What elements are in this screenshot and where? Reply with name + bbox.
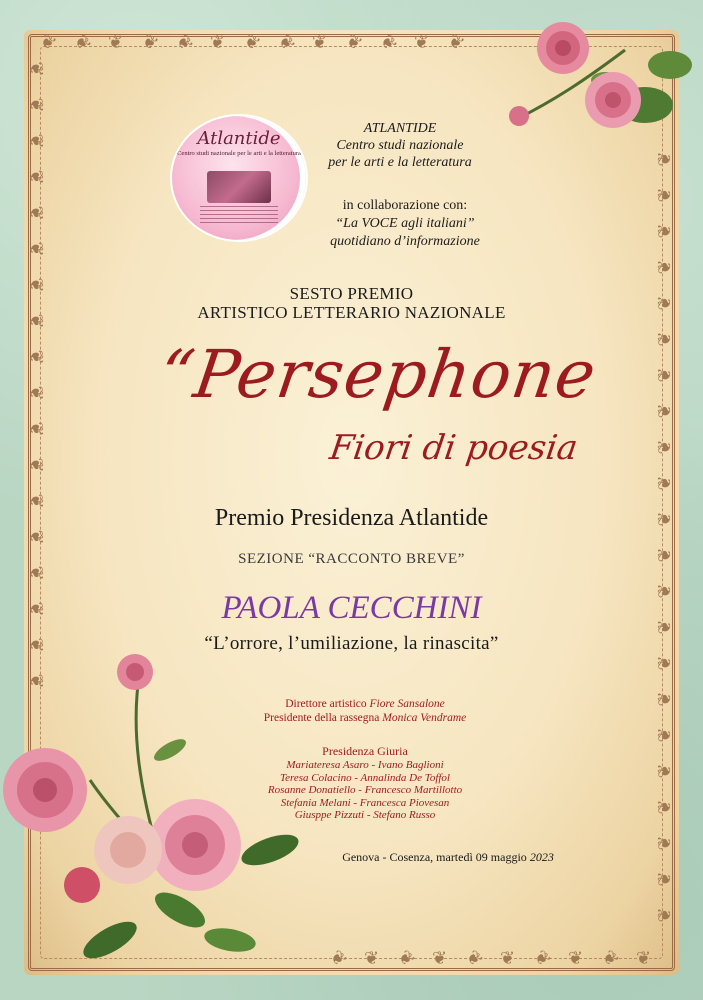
organizer-line1: Centro studi nazionale bbox=[336, 138, 464, 153]
ivy-leaf-icon: ❦ bbox=[25, 205, 47, 221]
ivy-leaf-icon: ❦ bbox=[654, 259, 676, 275]
ivy-leaf-icon: ❦ bbox=[325, 946, 351, 972]
ivy-leaf-icon: ❦ bbox=[25, 637, 47, 653]
ivy-leaf-icon: ❦ bbox=[210, 32, 226, 53]
ivy-leaf-icon: ❦ bbox=[654, 871, 676, 887]
ivy-leaf-icon: ❦ bbox=[654, 547, 676, 563]
year: 2023 bbox=[529, 850, 554, 864]
ivy-leaf-icon: ❦ bbox=[364, 948, 380, 969]
ivy-leaf-icon: ❦ bbox=[312, 32, 328, 53]
jury-member-line: Stefania Melani - Francesca Piovesan bbox=[280, 796, 450, 809]
award-type: ARTISTICO LETTERARIO NAZIONALE bbox=[197, 303, 506, 322]
president-name: Monica Vendrame bbox=[382, 712, 467, 724]
logo-small-text-icon bbox=[200, 206, 278, 224]
ivy-leaf-icon: ❦ bbox=[36, 29, 60, 56]
jury-member-line: Rosanne Donatiello - Francesco Martillotto bbox=[267, 784, 463, 796]
president-line bbox=[210, 711, 520, 725]
ivy-leaf-icon: ❦ bbox=[108, 32, 124, 53]
ivy-leaf-icon: ❦ bbox=[69, 30, 95, 55]
ivy-leaf-icon: ❦ bbox=[444, 29, 468, 56]
ivy-leaf-icon: ❦ bbox=[654, 367, 676, 383]
ivy-leaf-icon: ❦ bbox=[393, 946, 419, 972]
organizer-block bbox=[300, 120, 500, 171]
place-date-text: Genova - Cosenza, martedì 09 maggio bbox=[342, 850, 527, 864]
ivy-leaf-icon: ❦ bbox=[568, 948, 584, 969]
ivy-leaf-icon: ❦ bbox=[25, 241, 47, 257]
partner-description: quotidiano d’informazione bbox=[330, 234, 480, 249]
place-date bbox=[318, 850, 578, 865]
ivy-leaf-icon: ❦ bbox=[654, 511, 676, 527]
ivy-leaf-icon: ❦ bbox=[654, 583, 676, 599]
ivy-leaf-icon: ❦ bbox=[25, 529, 47, 545]
ivy-leaf-icon: ❦ bbox=[25, 277, 47, 293]
jury-member-line: Teresa Colacino - Annalinda De Toffol bbox=[279, 771, 450, 784]
ivy-leaf-icon: ❦ bbox=[654, 187, 676, 203]
ivy-leaf-icon: ❦ bbox=[375, 30, 401, 55]
ivy-leaf-icon: ❦ bbox=[654, 691, 676, 707]
ivy-leaf-icon: ❦ bbox=[25, 349, 47, 365]
roses-top-right-icon bbox=[495, 10, 695, 160]
collaboration-block bbox=[300, 197, 510, 251]
logo-emblem-icon bbox=[207, 171, 271, 203]
logo-subtitle: Centro studi nazionale per le arti e la letteratura bbox=[177, 150, 301, 157]
organizer-line2: per le arti e la letteratura bbox=[328, 155, 472, 170]
ivy-leaf-icon: ❦ bbox=[529, 946, 555, 972]
ivy-leaf-icon: ❦ bbox=[414, 32, 430, 53]
ivy-leaf-icon: ❦ bbox=[654, 331, 676, 347]
jury-member-line: Mariateresa Asaro - Ivano Baglioni bbox=[286, 759, 444, 771]
director-label: Direttore artistico bbox=[285, 698, 367, 710]
logo-title: Atlantide bbox=[197, 128, 281, 149]
jury-title: Presidenza Giuria bbox=[322, 744, 408, 758]
ivy-leaf-icon: ❦ bbox=[25, 61, 47, 77]
atlantide-logo bbox=[172, 116, 306, 240]
award-title-main: “Persephone bbox=[154, 336, 602, 413]
ivy-leaf-icon: ❦ bbox=[25, 493, 47, 509]
ivy-leaf-icon: ❦ bbox=[240, 29, 264, 56]
partner-name: “La VOCE agli italiani” bbox=[335, 216, 475, 231]
ivy-leaf-icon: ❦ bbox=[461, 946, 487, 972]
ivy-leaf-icon: ❦ bbox=[654, 619, 676, 635]
ivy-leaf-icon: ❦ bbox=[25, 133, 47, 149]
organizer-name: ATLANTIDE bbox=[363, 121, 437, 136]
ivy-leaf-icon: ❦ bbox=[171, 30, 197, 55]
prize-name: Premio Presidenza Atlantide bbox=[214, 505, 489, 531]
section-name: SEZIONE “RACCONTO BREVE” bbox=[238, 551, 465, 567]
ivy-leaf-icon: ❦ bbox=[25, 313, 47, 329]
jury-member-line: Giusppe Pizzuti - Stefano Russo bbox=[294, 809, 436, 821]
ivy-leaf-icon: ❦ bbox=[25, 601, 47, 617]
work-title: “L’orrore, l’umiliazione, la rinascita” bbox=[204, 633, 499, 654]
ivy-leaf-icon: ❦ bbox=[654, 799, 676, 815]
ivy-leaf-icon: ❦ bbox=[654, 763, 676, 779]
ivy-leaf-icon: ❦ bbox=[654, 439, 676, 455]
award-title-sub: Fiori di poesia bbox=[327, 428, 581, 468]
ivy-leaf-icon: ❦ bbox=[500, 948, 516, 969]
ivy-leaf-icon: ❦ bbox=[138, 29, 162, 56]
ivy-leaf-icon: ❦ bbox=[654, 835, 676, 851]
ivy-leaf-icon: ❦ bbox=[25, 565, 47, 581]
ivy-leaf-icon: ❦ bbox=[654, 223, 676, 239]
ivy-leaf-icon: ❦ bbox=[25, 673, 47, 689]
ivy-leaf-icon: ❦ bbox=[432, 948, 448, 969]
ivy-leaf-icon: ❦ bbox=[273, 30, 299, 55]
ivy-leaf-icon: ❦ bbox=[654, 727, 676, 743]
ivy-leaf-icon: ❦ bbox=[25, 97, 47, 113]
ivy-leaf-icon: ❦ bbox=[25, 169, 47, 185]
ivy-leaf-icon: ❦ bbox=[25, 457, 47, 473]
ivy-leaf-icon: ❦ bbox=[342, 29, 366, 56]
ivy-leaf-icon: ❦ bbox=[597, 946, 623, 972]
ivy-leaf-icon: ❦ bbox=[654, 907, 676, 923]
jury-block bbox=[210, 744, 520, 822]
award-edition: SESTO PREMIO bbox=[289, 284, 414, 303]
ivy-leaf-icon: ❦ bbox=[654, 151, 676, 167]
director-name: Fiore Sansalone bbox=[369, 698, 445, 710]
ivy-leaf-icon: ❦ bbox=[654, 295, 676, 311]
ivy-leaf-icon: ❦ bbox=[654, 475, 676, 491]
credits-block bbox=[210, 697, 520, 725]
ivy-leaf-icon: ❦ bbox=[25, 421, 47, 437]
ivy-leaf-icon: ❦ bbox=[654, 655, 676, 671]
collab-intro: in collaborazione con: bbox=[342, 198, 468, 213]
award-heading bbox=[0, 284, 703, 322]
ivy-leaf-icon: ❦ bbox=[25, 385, 47, 401]
ivy-leaf-icon: ❦ bbox=[654, 403, 676, 419]
winner-name: PAOLA CECCHINI bbox=[221, 590, 482, 626]
president-label: Presidente della rassegna bbox=[263, 712, 380, 724]
ivy-leaf-icon: ❦ bbox=[636, 948, 652, 969]
director-line bbox=[210, 697, 520, 711]
